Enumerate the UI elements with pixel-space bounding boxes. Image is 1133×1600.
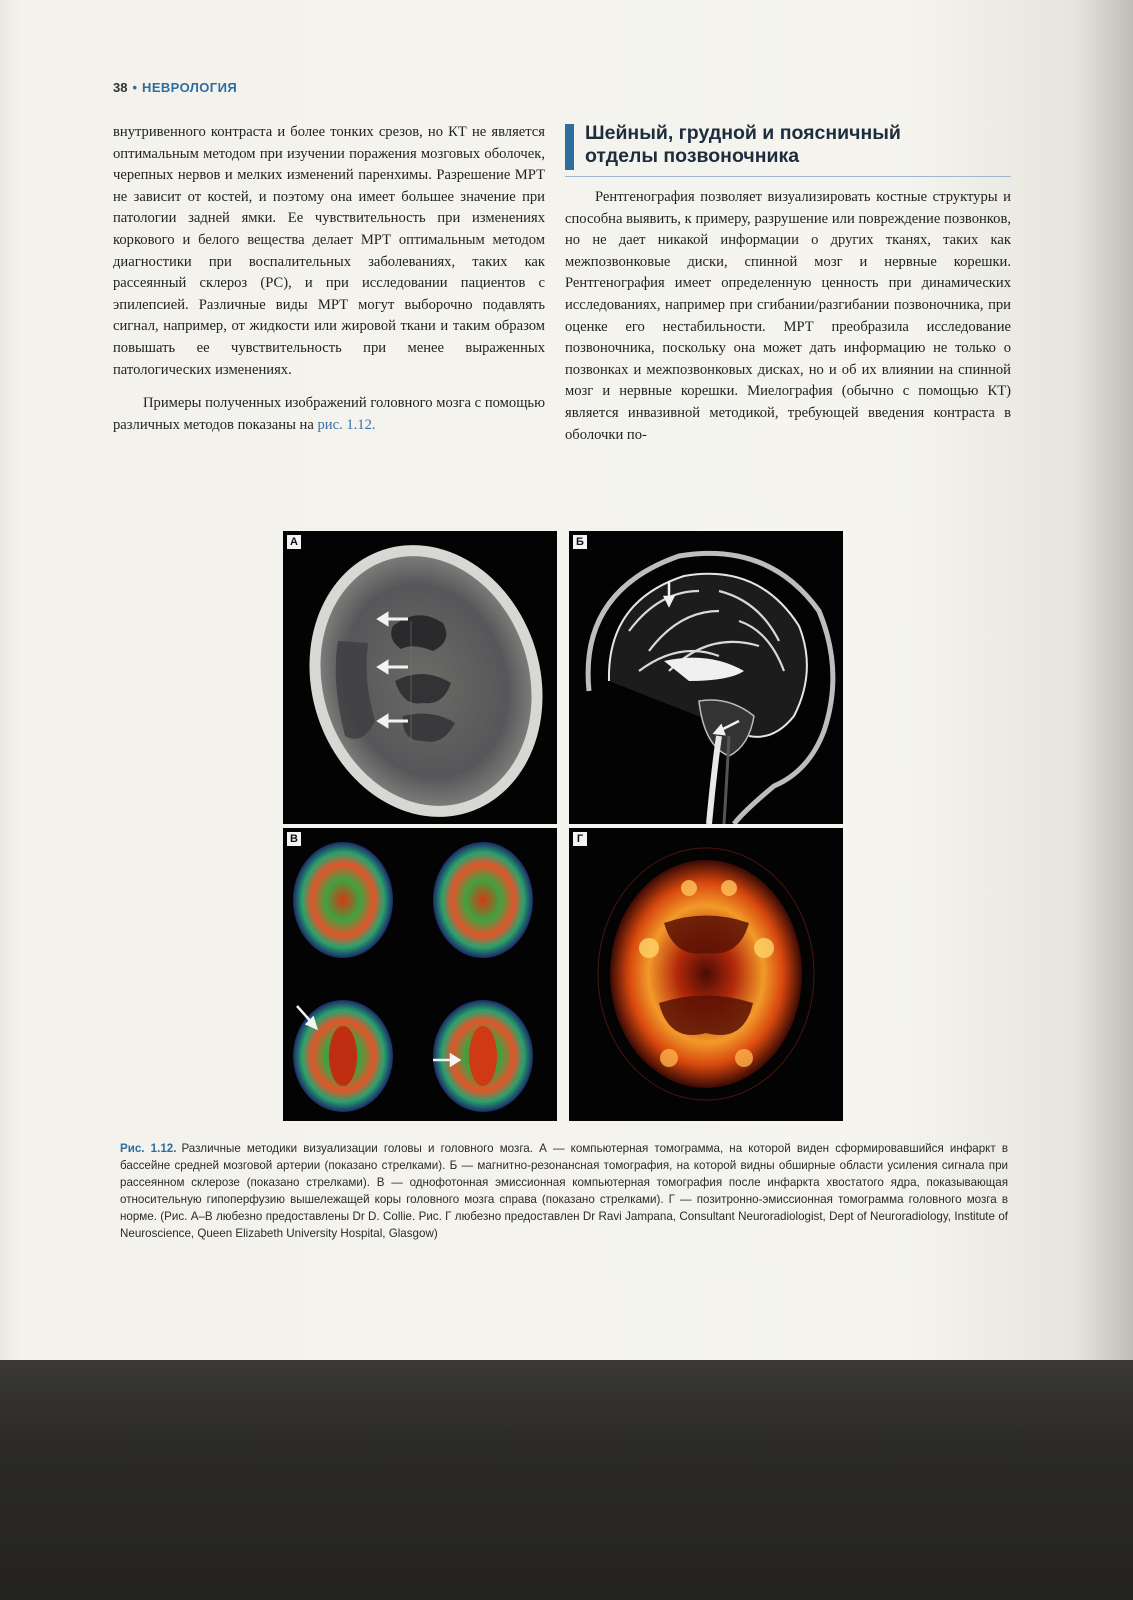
figure-panel-spect [283, 828, 557, 1121]
running-head [113, 80, 237, 95]
mri-scan-image [569, 531, 843, 824]
section-heading-text: Шейный, грудной и поясничный отделы позвоночника [585, 122, 901, 167]
spect-slice-2 [433, 842, 533, 958]
figure-caption [120, 1140, 1008, 1242]
section-title: НЕВРОЛОГИЯ [142, 80, 238, 95]
spect-slice-1 [293, 842, 393, 958]
panel-label-g: Г [573, 832, 587, 846]
left-paragraph-2-text: Примеры полученных изображений головного мозга с помощью различных методов показаны на [113, 395, 545, 433]
dark-background-area [0, 1360, 1133, 1600]
right-paragraph-1: Рентгенография позволяет визуализировать костные структуры и способна выявить, к примеру, разрушение или повреждение позвонков, но не дает никакой информации о других тканях, таких как межпозвонковые диски, спинной мозг и нервные корешки. Рентгенография имеет определенную ценность при динамических исследованиях, например при сгибании/разгибании позвоночника, при оценке его нестабильности. МРТ преобразила исследование позвоночника, поскольку она может дать информацию не только о позвонках и межпозвонковых дисках, но и об их влиянии на спинной мозг и нервные корешки. Миелография (обычно с помощью КТ) является инвазивной методикой, требующей введения контраста в оболочки по- [565, 189, 1011, 443]
header-separator: • [132, 80, 138, 95]
panel-label-a: А [287, 535, 301, 549]
page-number: 38 [113, 80, 128, 95]
left-column [113, 122, 545, 436]
spect-scan-image [283, 828, 557, 1121]
figure-panel-ct [283, 531, 557, 824]
figure-reference-link[interactable]: рис. 1.12. [317, 416, 376, 433]
pet-scan-image [569, 828, 843, 1121]
panel-label-v: В [287, 832, 301, 846]
figure-1-12 [283, 531, 845, 1121]
caption-number: Рис. 1.12. [120, 1142, 177, 1155]
heading-accent-bar [565, 124, 574, 170]
right-column [565, 122, 1011, 446]
left-paragraph-2 [113, 393, 545, 436]
ct-scan-image [283, 531, 557, 824]
figure-panel-mri [569, 531, 843, 824]
left-paragraph-1: внутривенного контраста и более тонких срезов, но КТ не является оптимальным методом при изучении поражения мозговых оболочек, черепных нервов и мелких изменений паренхимы. Разрешение МРТ не зависит от костей, и поэтому она имеет большее значение при патологии задней ямки. Ее чувствительность при изменениях коркового и белого вещества делает МРТ оптимальным методом диагностики при воспалительных заболеваниях, таких как рассеянный склероз (РС), и при исследовании пациентов с эпилепсией. Различные виды МРТ могут выборочно подавлять сигнал, например, от жидкости или жировой ткани и таким образом повышать ее чувствительность при менее выраженных патологических изменениях. [113, 124, 545, 378]
caption-text: Различные методики визуализации головы и головного мозга. А — компьютерная томограмма, на которой виден сформировавшийся инфаркт в бассейне средней мозговой артерии (показано стрелками). Б — магнитно-резонансная томография, на которой видны обширные области усиления сигнала при рассеянном склерозе (показано стрелками). В — однофотонная эмиссионная компьютерная томография после инфаркта хвостатого ядра, показывающая относительную гипоперфузию вышележащей коры головного мозга справа (показано стрелками). Г — позитронно-эмиссионная томограмма головного мозга в норме. (Рис. А–В любезно предоставлены Dr D. Collie. Рис. Г любезно предоставлен Dr Ravi Jampana, Consultant Neuroradiologist, Dept of Neuroradiology, Institute of Neuroscience, Queen Elizabeth University Hospital, Glasgow) [120, 1142, 1008, 1240]
section-heading [565, 122, 1011, 177]
page-edge-shadow [1078, 0, 1133, 1360]
figure-panel-pet [569, 828, 843, 1121]
panel-label-b: Б [573, 535, 587, 549]
